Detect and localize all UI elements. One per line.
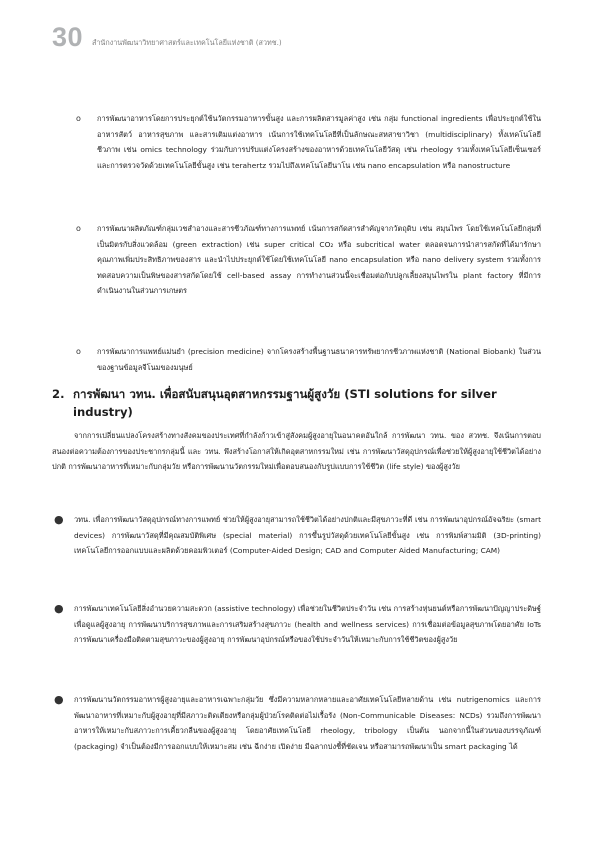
section-title: การพัฒนา วทน. เพื่อสนับสนุนอุตสาหกรรมฐานผู้สูงวัย (STI solutions for silver industry) — [73, 387, 497, 419]
bullet-medical-devices: วทน. เพื่อการพัฒนาวัสดุอุปกรณ์ทางการแพทย์ ช่วยให้ผู้สูงอายุสามารถใช้ชีวิตได้อย่างปกติและมีสุขภาวะที่ดี เช่น การพัฒนาอุปกรณ์อัจฉริยะ (smart devices) การพัฒนาวัสดุที่มีคุณสมบัติพิเศษ (special material) การขึ้นรูปวัสดุด้วยเทคโนโลยีขั้นสูง เช่น การพิมพ์สามมิติ (3D-printing) เทคโนโลยีการออกแบบและผลิตด้วยคอมพิวเตอร์ (Computer-Aided Design; CAD and Computer Aided Manufacturing; CAM) — [74, 515, 541, 556]
sub-item-marker: o — [76, 347, 81, 356]
sub-item-marker: o — [76, 114, 81, 123]
bullet-marker: ● — [54, 693, 64, 706]
section-intro-paragraph: จากการเปลี่ยนแปลงโครงสร้างทางสังคมของประเทศที่กำลังก้าวเข้าสู่สังคมผู้สูงอายุในอนาคตอันใกล้ การพัฒนา วทน. ของ สวทช. จึงเน้นการตอบสนองต่อความต้องการของประชากรกลุ่มนี้ และ วทน. พึงสร้างโอกาสให้เกิดอุตสาหกรรมใหม่ เช่น การพัฒนาวัสดุอุปกรณ์เพื่อช่วยให้ผู้สูงอายุใช้ชีวิตได้อย่างปกติ การพัฒนาอาหารที่เหมาะกับกลุ่มวัย หรือการพัฒนานวัตกรรมใหม่เพื่อตอบสนองกับรูปแบบการใช้ชีวิต (life style) ของผู้สูงวัย — [52, 431, 541, 472]
bullet-assistive-technology: การพัฒนาเทคโนโลยีสิ่งอำนวยความสะดวก (assistive technology) เพื่อช่วยในชีวิตประจำวัน เช่น การสร้างหุ่นยนต์หรือการพัฒนาปัญญาประดิษฐ์เพื่อดูแลผู้สูงอายุ การพัฒนาบริการสุขภาพและการเสริมสร้างสุขภาวะ (health and wellness services) การเชื่อมต่อข้อมูลสุขภาพโดยอาศัย IoTs การพัฒนาเครื่องมือติดตามสุขภาวะของผู้สูงอายุ การพัฒนาอุปกรณ์หรือของใช้ประจำวันให้เหมาะกับการใช้ชีวิตของผู้สูงวัย — [74, 604, 541, 645]
bullet-marker: ● — [54, 513, 64, 526]
sub-item-precision-medicine: การพัฒนาการแพทย์แม่นยำ (precision medicine) จากโครงสร้างพื้นฐานธนาคารทรัพยากรชีวภาพแห่งชาติ (National Biobank) ในส่วนของฐานข้อมูลจีโนมของมนุษย์ — [97, 347, 541, 372]
section-number: 2. — [52, 387, 65, 401]
bullet-food-innovation-elderly: การพัฒนานวัตกรรมอาหารผู้สูงอายุและอาหารเฉพาะกลุ่มวัย ซึ่งมีความหลากหลายและอาศัยเทคโนโลยีหลายด้าน เช่น nutrigenomics และการพัฒนาอาหารที่เหมาะกับผู้สูงอายุที่มีสภาวะติดเตียงหรือกลุ่มผู้ป่วยโรคติดต่อไม่เรื้อรัง (Non-Communicable Diseases: NCDs) รวมถึงการพัฒนาอาหารให้เหมาะกับสภาวะการเคี้ยวกลืนของผู้สูงอายุ โดยอาศัยเทคโนโลยี rheology, tribology เป็นต้น นอกจากนี้ในส่วนของบรรจุภัณฑ์ (packaging) จำเป็นต้องมีการออกแบบให้เหมาะสม เช่น ฉีกง่าย เปิดง่าย มีฉลากบ่งชี้ที่ชัดเจน หรือสามารถพัฒนาเป็น smart packaging ได้ — [74, 695, 541, 751]
sub-item-food-innovation: การพัฒนาอาหารโดยการประยุกต์ใช้นวัตกรรมอาหารขั้นสูง และการผลิตสารมูลค่าสูง เช่น กลุ่ม functional ingredients เพื่อประยุกต์ใช้ในอาหารสัตว์ อาหารสุขภาพ และสารเติมแต่งอาหาร เน้นการใช้เทคโนโลยีที่เป็นลักษณะสหสาขาวิชา (multidisciplinary) ทั้งเทคโนโลยีชีวภาพ เช่น omics technology ร่วมกับการปรับแต่งโครงสร้างของอาหารด้วยเทคโนโลยีวัสดุ เช่น rheology รวมทั้งเทคโนโลยีเซ็นเซอร์ และการตรวจวัดด้วยเทคโนโลยีขั้นสูง เช่น terahertz รวมไปถึงเทคโนโลยีนาโน เช่น nano encapsulation หรือ nanostructure — [97, 114, 541, 170]
page-number: 30 — [52, 22, 84, 52]
bullet-marker: ● — [54, 602, 64, 615]
header-org-text: สำนักงานพัฒนาวิทยาศาสตร์และเทคโนโลยีแห่งชาติ (สวทช.) — [92, 38, 282, 47]
sub-item-cosmeceutical: การพัฒนาผลิตภัณฑ์กลุ่มเวชสำอางและสารชีวภัณฑ์ทางการแพทย์ เน้นการสกัดสารสำคัญจากวัตถุดิบ เช่น สมุนไพร โดยใช้เทคโนโลยีกลุ่มที่เป็นมิตรกับสิ่งแวดล้อม (green extraction) เช่น super critical CO₂ หรือ subcritical water ตลอดจนการนำสารสกัดที่ได้มารักษาคุณภาพเพิ่มประสิทธิภาพของสาร และนำไปประยุกต์ใช้โดยใช้เทคโนโลยี nano encapsulation หรือ nano delivery system รวมทั้งการทดสอบความเป็นพิษของสารสกัดโดยใช้ cell-based assay การทำงานส่วนนี้จะเชื่อมต่อกับปลูกเลี้ยงสมุนไพรใน plant factory ที่มีการดำเนินงานในส่วนการเกษตร — [97, 224, 541, 296]
sub-item-marker: o — [76, 224, 81, 233]
